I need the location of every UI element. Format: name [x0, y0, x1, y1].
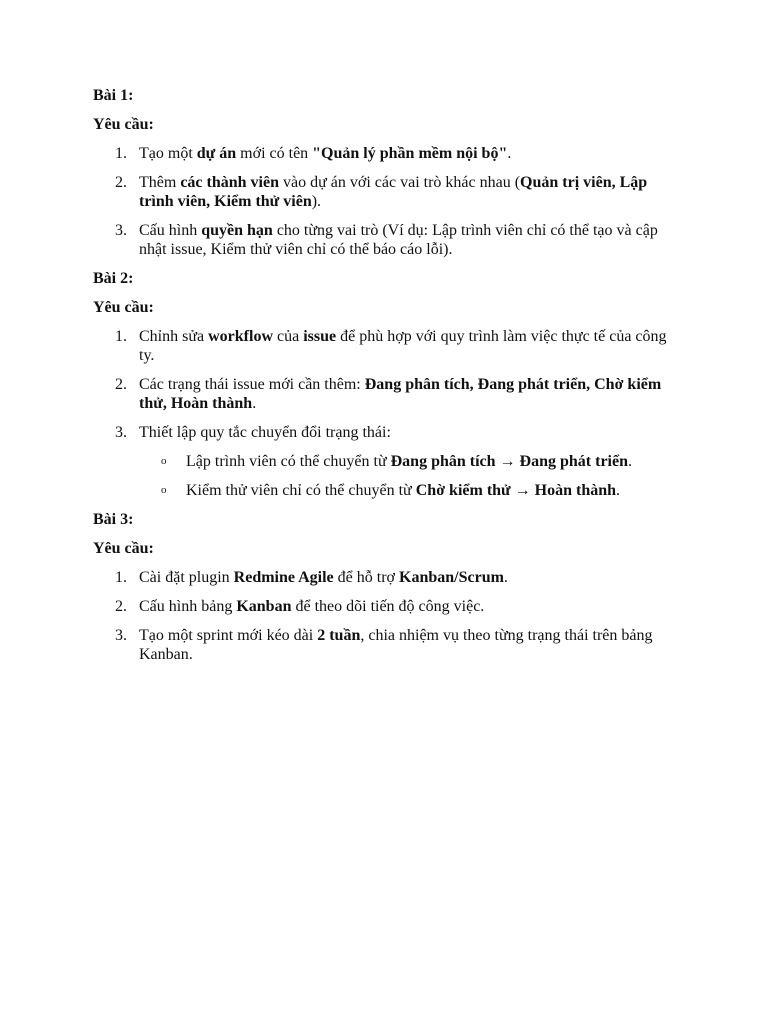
text-segment: cho từng vai trò (Ví dụ: Lập trình viên chỉ có thể tạo và cập nhật issue, Kiểm thử viên chỉ có thể báo cáo lỗi). [139, 222, 658, 258]
text-segment: vào dự án với các vai trò khác nhau ( [279, 174, 521, 191]
task-item [93, 221, 683, 259]
text-segment: Thiết lập quy tắc chuyển đổi trạng thái: [139, 424, 391, 441]
exercise-section [93, 510, 683, 664]
bold-text: "Quản lý phần mềm nội bộ" [312, 145, 508, 162]
bold-text: Đang phân tích → Đang phát triển [390, 453, 628, 470]
task-item [93, 423, 683, 500]
item-text [139, 174, 647, 210]
item-text [139, 598, 484, 615]
item-number: 2. [115, 174, 127, 191]
item-number: 3. [115, 424, 127, 441]
item-text [139, 145, 511, 162]
sub-list [139, 452, 683, 500]
task-item [93, 173, 683, 211]
requirements-label: Yêu cầu: [93, 299, 154, 316]
task-item [93, 327, 683, 365]
item-text [139, 627, 653, 663]
section-title: Bài 3: [93, 511, 134, 528]
item-text [139, 328, 667, 364]
bold-text: Quản trị viên, Lập trình viên, Kiểm thử viên [139, 174, 648, 210]
text-segment: Thêm [139, 174, 181, 191]
task-list [93, 144, 683, 259]
item-text [139, 222, 658, 258]
bold-text: 2 tuần [317, 627, 361, 644]
sub-item [139, 481, 683, 500]
text-segment: Cấu hình bảng [139, 598, 237, 615]
text-segment: mới có tên [236, 145, 313, 162]
item-number: 3. [115, 222, 127, 239]
text-segment: để phù hợp với quy trình làm việc thực tế của công ty. [139, 328, 667, 364]
item-number: 1. [115, 145, 127, 162]
item-text [139, 569, 508, 586]
text-segment: . [627, 453, 632, 470]
text-segment: , chia nhiệm vụ theo từng trạng thái trên bảng Kanban. [139, 627, 653, 663]
text-segment: . [616, 482, 621, 499]
text-segment: . [252, 395, 257, 412]
bold-text: issue [303, 328, 337, 345]
sub-item-text [186, 453, 632, 470]
text-segment: để theo dõi tiến độ công việc. [291, 598, 485, 615]
requirements-label: Yêu cầu: [93, 540, 154, 557]
text-segment: ). [311, 193, 322, 210]
bullet-icon: o [161, 455, 167, 467]
text-segment: Tạo một [139, 145, 197, 162]
bold-text: Đang phân tích, Đang phát triển, Chờ kiểm thử, Hoàn thành [139, 376, 662, 412]
text-segment: Kiểm thử viên chỉ có thể chuyển từ [186, 482, 416, 499]
item-number: 1. [115, 569, 127, 586]
item-text [139, 424, 391, 441]
section-title: Bài 1: [93, 87, 134, 104]
bold-text: Kanban [236, 598, 292, 615]
task-list [93, 327, 683, 500]
exercise-section [93, 269, 683, 500]
sub-item [139, 452, 683, 471]
text-segment: Tạo một sprint mới kéo dài [139, 627, 318, 644]
sub-item-text [186, 482, 620, 499]
task-list [93, 568, 683, 664]
item-text [139, 376, 661, 412]
task-item [93, 375, 683, 413]
exercise-section [93, 86, 683, 259]
bold-text: các thành viên [180, 174, 279, 191]
item-number: 3. [115, 627, 127, 644]
bold-text: workflow [208, 328, 274, 345]
bold-text: Chờ kiểm thử → Hoàn thành [415, 482, 617, 499]
bullet-icon: o [161, 484, 167, 496]
item-number: 1. [115, 328, 127, 345]
task-item [93, 144, 683, 163]
text-segment: Cấu hình [139, 222, 202, 239]
text-segment: Cài đặt plugin [139, 569, 234, 586]
item-number: 2. [115, 376, 127, 393]
section-title: Bài 2: [93, 270, 134, 287]
document-page [93, 86, 683, 674]
task-item [93, 597, 683, 616]
text-segment: của [273, 328, 304, 345]
bold-text: Redmine Agile [233, 569, 334, 586]
bold-text: dự án [196, 145, 237, 162]
task-item [93, 626, 683, 664]
bold-text: quyền hạn [201, 222, 273, 239]
text-segment: để hỗ trợ [333, 569, 399, 586]
text-segment: . [503, 569, 508, 586]
text-segment: Các trạng thái issue mới cần thêm: [139, 376, 365, 393]
bold-text: Kanban/Scrum [399, 569, 504, 586]
text-segment: . [507, 145, 512, 162]
requirements-label: Yêu cầu: [93, 116, 154, 133]
text-segment: Lập trình viên có thể chuyển từ [186, 453, 391, 470]
text-segment: Chỉnh sửa [139, 328, 209, 345]
task-item [93, 568, 683, 587]
item-number: 2. [115, 598, 127, 615]
